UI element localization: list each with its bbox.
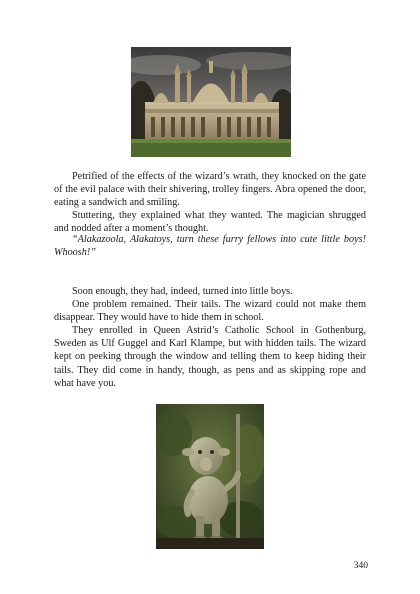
palace-photo [131,47,291,157]
paragraph: Soon enough, they had, indeed, turned into little boys. [72,286,293,297]
spell-text: “Alakazoola, Alakatoys, turn these furry fellows into cute little boys! Whoosh!” [54,234,366,259]
story-text-outro [54,285,366,390]
troll-statue-photo [156,404,264,549]
page-number: 340 [353,561,368,571]
story-text-intro [54,170,366,235]
paragraph: Petrified of the effects of the wizard’s wrath, they knocked on the gate of the evil palace with their shivering, trolley fingers. Abra opened the door, eating a sandwich and smiling. [54,171,366,209]
palace-image [131,47,291,157]
paragraph: One problem remained. Their tails. The wizard could not make them disappear. They would have to hide them in school. [54,299,366,324]
paragraph: They enrolled in Queen Astrid’s Catholic School in Gothenburg, Sweden as Ulf Guggel and Karl Klampe, but with hidden tails. The wizard kept on peeking through the window and telling them to keep hiding their tails. They did come in handy, though, as pens and as skipping rope and what have you. [54,325,366,389]
troll-image [156,404,264,549]
paragraph: Stuttering, they explained what they wanted. The magician shrugged and nodded after a moment’s thought. [54,210,366,235]
spell-quote [54,233,366,259]
